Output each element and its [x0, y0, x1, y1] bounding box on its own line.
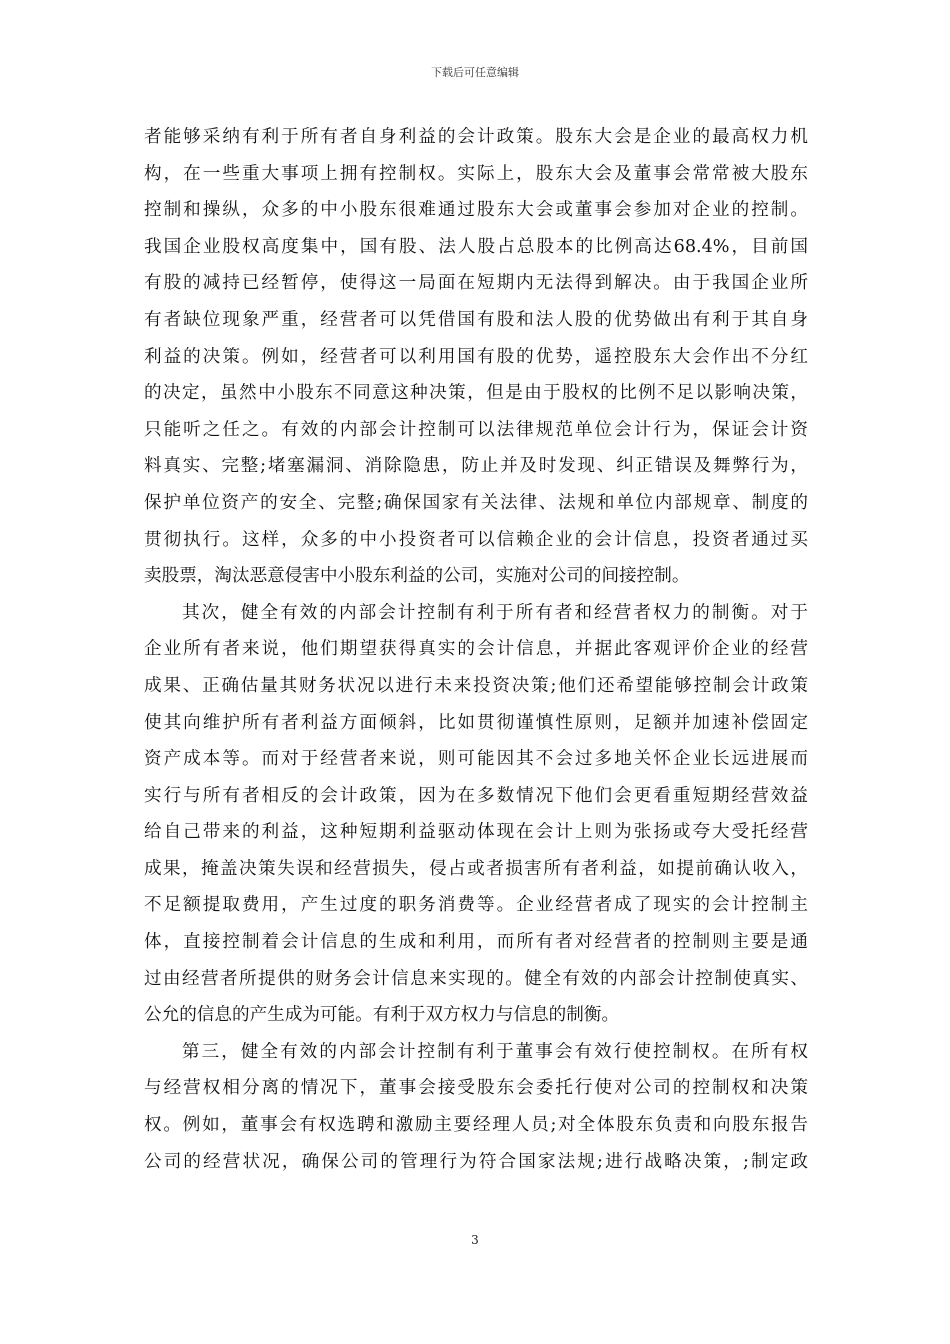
- text-line: 体，直接控制着会计信息的生成和利用，而所有者对经营者的控制则主要是通: [144, 932, 808, 953]
- text-line: 公司的经营状况，确保公司的管理行为符合国家法规;进行战略决策，;制定政: [144, 1151, 808, 1172]
- text-line: 成果、正确估量其财务状况以进行未来投资决策;他们还希望能够控制会计政策: [144, 675, 808, 696]
- text-line: 构，在一些重大事项上拥有控制权。实际上，股东大会及董事会常常被大股东: [144, 163, 808, 184]
- text-line: 卖股票，淘汰恶意侵害中小股东利益的公司，实施对公司的间接控制。: [144, 566, 690, 587]
- text-line: 公允的信息的产生成为可能。有利于双方权力与信息的制衡。: [144, 1005, 620, 1026]
- text-line: 企业所有者来说，他们期望获得真实的会计信息，并据此客观评价企业的经营: [144, 639, 808, 660]
- text-line: 过由经营者所提供的财务会计信息来实现的。健全有效的内部会计控制使真实、: [144, 968, 808, 989]
- text-line: 贯彻执行。这样，众多的中小投资者可以信赖企业的会计信息，投资者通过买: [144, 529, 808, 550]
- text-line: 有者缺位现象严重，经营者可以凭借国有股和法人股的优势做出有利于其自身: [144, 309, 808, 330]
- text-line: 权。例如，董事会有权选聘和激励主要经理人员;对全体股东负责和向股东报告: [144, 1115, 808, 1136]
- document-body: [144, 119, 808, 1180]
- text-line: 者能够采纳有利于所有者自身利益的会计政策。股东大会是企业的最高权力机: [144, 127, 808, 147]
- text-line: 与经营权相分离的情况下，董事会接受股东会委托行使对公司的控制权和决策: [144, 1078, 808, 1099]
- text-line: 实行与所有者相反的会计政策，因为在多数情况下他们会更看重短期经营效益: [144, 785, 808, 806]
- text-line: 有股的减持已经暂停，使得这一局面在短期内无法得到解决。由于我国企业所: [144, 273, 808, 294]
- text-line: 我国企业股权高度集中，国有股、法人股占总股本的比例高达68.4%，目前国: [144, 236, 808, 257]
- text-line: 使其向维护所有者利益方面倾斜，比如贯彻谨慎性原则，足额并加速补偿固定: [144, 712, 808, 733]
- text-line: 资产成本等。而对于经营者来说，则可能因其不会过多地关怀企业长远进展而: [144, 749, 808, 770]
- text-line: 保护单位资产的安全、完整;确保国家有关法律、法规和单位内部规章、制度的: [144, 492, 808, 513]
- paragraph: [144, 1034, 808, 1180]
- text-line: 的决定，虽然中小股东不同意这种决策，但是由于股权的比例不足以影响决策，: [144, 383, 808, 404]
- paragraph: [144, 119, 808, 595]
- text-line: 利益的决策。例如，经营者可以利用国有股的优势，遥控股东大会作出不分红: [144, 346, 808, 367]
- paragraph: [144, 595, 808, 1034]
- text-line: 成果，掩盖决策失误和经营损失，侵占或者损害所有者利益，如提前确认收入，: [144, 858, 808, 879]
- text-line: 料真实、完整;堵塞漏洞、消除隐患，防止并及时发现、纠正错误及舞弊行为，: [144, 456, 808, 477]
- page-header: 下载后可任意编辑: [431, 66, 519, 79]
- text-line: 第三，健全有效的内部会计控制有利于董事会有效行使控制权。在所有权: [182, 1041, 808, 1062]
- text-line: 给自己带来的利益，这种短期利益驱动体现在会计上则为张扬或夸大受托经营: [144, 822, 808, 843]
- page-number: 3: [471, 1233, 479, 1247]
- text-line: 只能听之任之。有效的内部会计控制可以法律规范单位会计行为，保证会计资: [144, 419, 808, 440]
- text-line: 控制和操纵，众多的中小股东很难通过股东大会或董事会参加对企业的控制。: [144, 200, 808, 221]
- text-line: 其次，健全有效的内部会计控制有利于所有者和经营者权力的制衡。对于: [182, 602, 808, 623]
- text-line: 不足额提取费用，产生过度的职务消费等。企业经营者成了现实的会计控制主: [144, 895, 808, 916]
